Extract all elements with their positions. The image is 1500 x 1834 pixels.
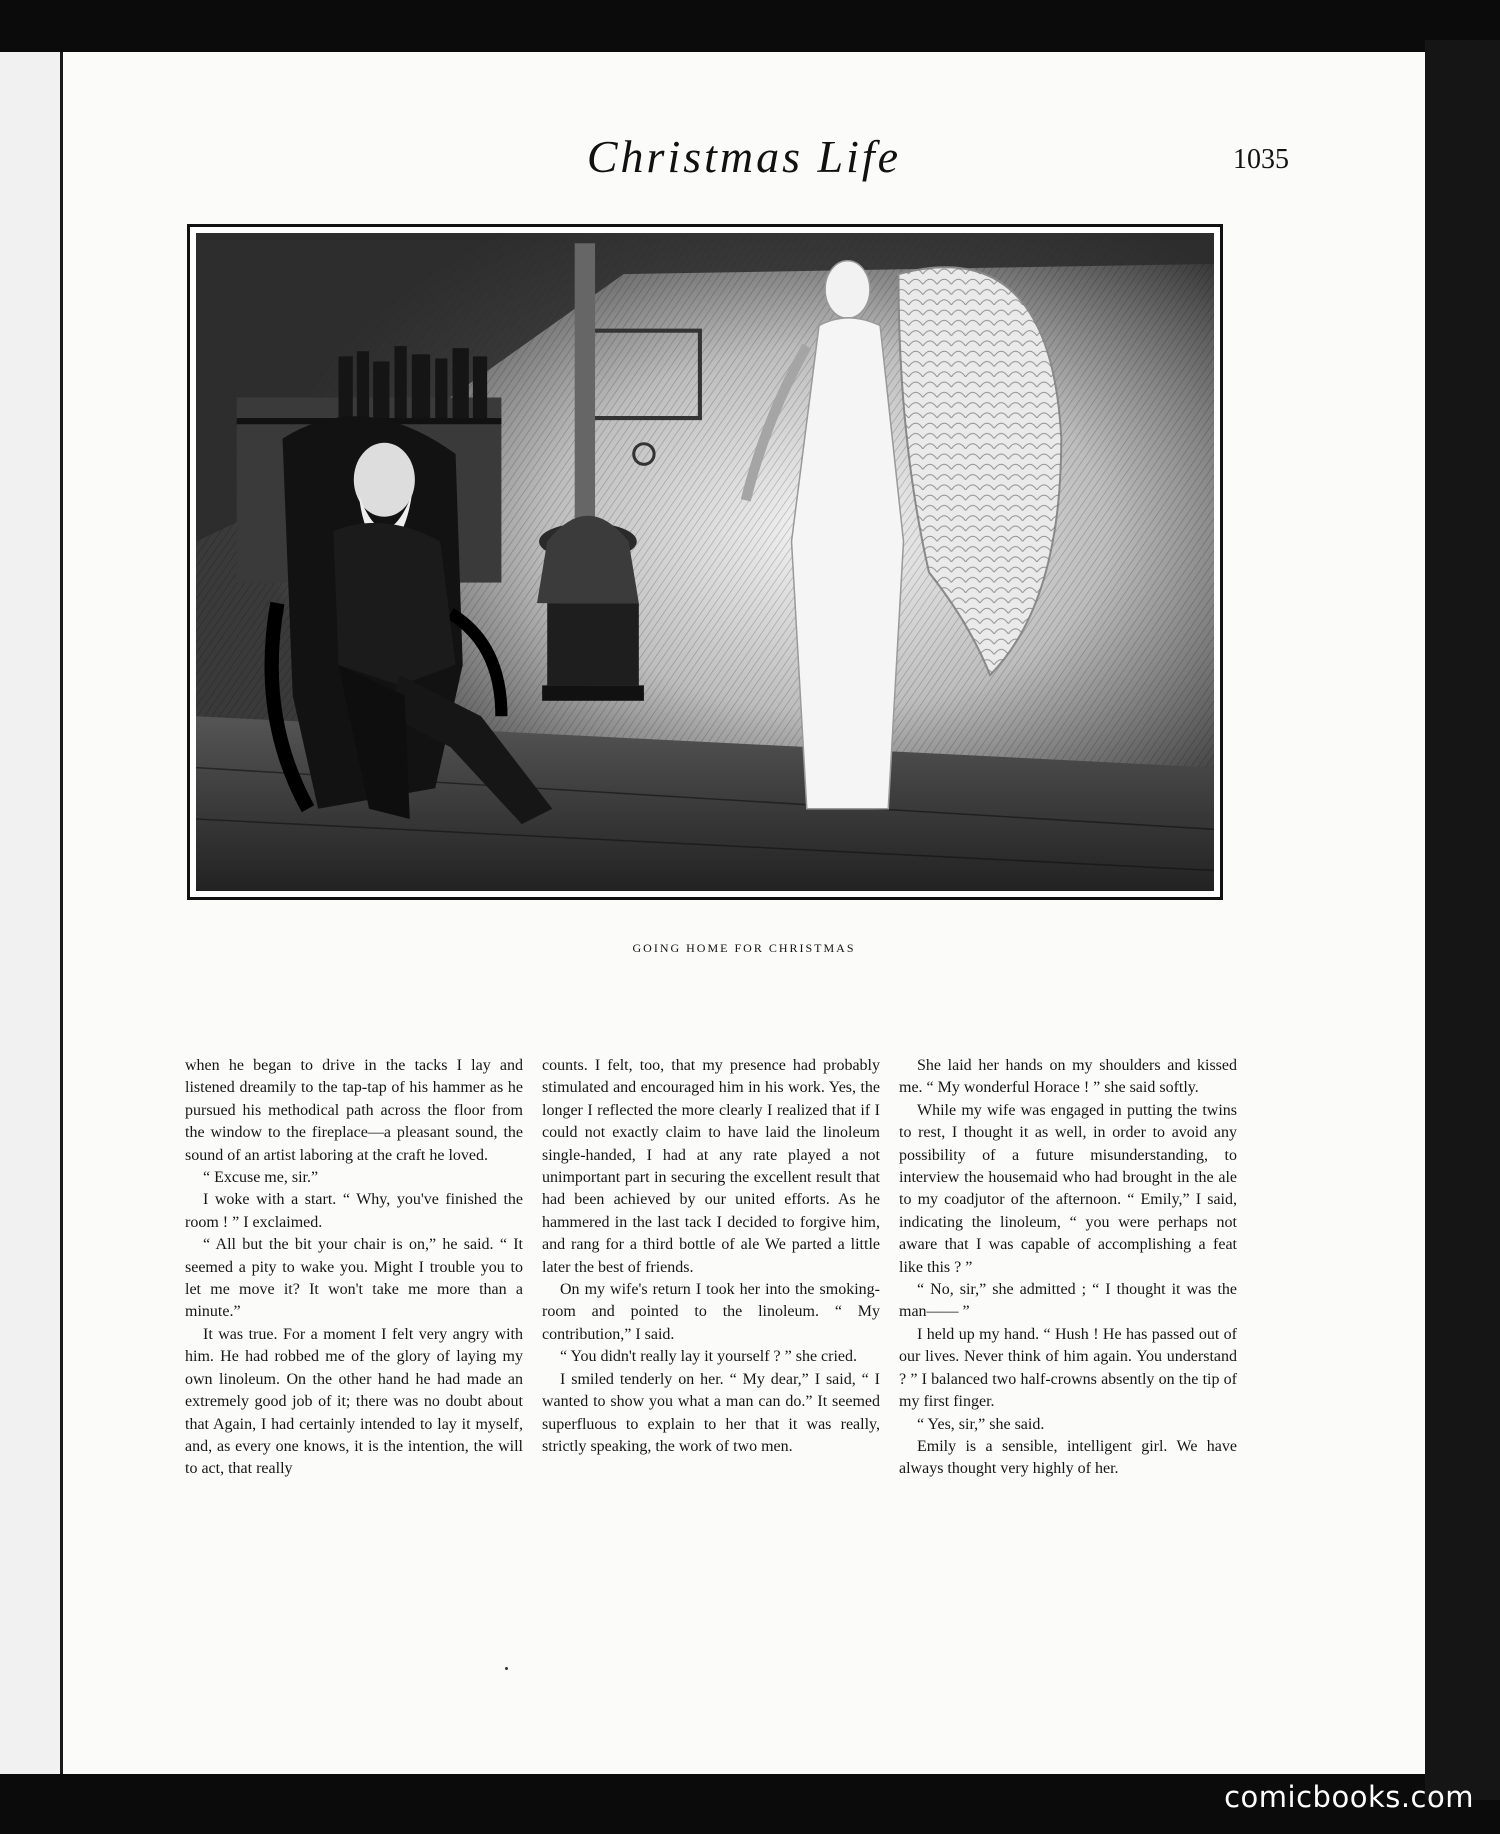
page-header-title: Christmas Life [586, 131, 902, 182]
paragraph: “ You didn't really lay it yourself ? ” she cried. [560, 1348, 858, 1366]
article-body [185, 1055, 1299, 1615]
page-number: 1035 [1233, 144, 1289, 175]
paragraph: I woke with a start. “ Why, you've finished the room ! ” I exclaimed. [185, 1191, 523, 1231]
paragraph: when he began to drive in the tacks I lay and listened dreamily to the tap-tap of his hammer as he pursued his methodical path across the floor from the window to the fireplace—a pleasant sound, the sound of an artist laboring at the craft he loved. [185, 1057, 523, 1164]
paragraph: counts. I felt, too, that my presence had probably stimulated and encouraged him in his work. Yes, the longer I reflected the more clearly I realized that if I could not exactly claim to have laid the linoleum single-handed, I had at any rate played a not unimportant part in securing the excellent result that had been achieved by our united efforts. As he hammered in the last tack I decided to forgive him, and rang for a third bottle of ale We parted a little later the best of friends. [542, 1057, 880, 1276]
paragraph: I held up my hand. “ Hush ! He has passed out of our lives. Never think of him again. You understand ? ” I balanced two half-crowns absently on the tip of my first finger. [899, 1325, 1237, 1411]
text-column-3 [899, 1055, 1237, 1481]
paragraph: She laid her hands on my shoulders and kissed me. “ My wonderful Horace ! ” she said softly. [899, 1057, 1237, 1097]
binding-spine [0, 52, 63, 1774]
magazine-page [63, 52, 1425, 1774]
paragraph: “ No, sir,” she admitted ; “ I thought it was the man—— ” [899, 1281, 1237, 1321]
print-speck [505, 1667, 508, 1670]
paragraph: I smiled tenderly on her. “ My dear,” I said, “ I wanted to show you what a man can do.” It seemed superfluous to explain to her that it was really, strictly speaking, the work of two men. [542, 1370, 880, 1455]
paragraph: “ All but the bit your chair is on,” he said. “ It seemed a pity to wake you. Might I trouble you to let me move it? It won't take me more than a minute.” [185, 1236, 523, 1321]
site-watermark: comicbooks.com [1224, 1780, 1474, 1814]
illustration-drawing [196, 233, 1214, 891]
paragraph: On my wife's return I took her into the smoking-room and pointed to the linoleum. “ My contribution,” I said. [542, 1281, 880, 1343]
paragraph: “ Excuse me, sir.” [203, 1169, 319, 1187]
paragraph: It was true. For a moment I felt very angry with him. He had robbed me of the glory of laying my own linoleum. On the other hand he had made an extremely good job of it; there was no doubt about that Again, I had certainly intended to lay it myself, and, as every one knows, it is the intention, the will to act, that really [185, 1325, 523, 1478]
paragraph: “ Yes, sir,” she said. [917, 1415, 1045, 1433]
illustration-caption: GOING HOME FOR CHRISTMAS [632, 941, 856, 955]
scan-background [0, 0, 1500, 52]
text-column-2 [542, 1055, 880, 1458]
text-column-1 [185, 1055, 523, 1481]
illustration-frame [187, 224, 1223, 900]
paragraph: Emily is a sensible, intelligent girl. We have always thought very highly of her. [899, 1437, 1237, 1478]
scan-edge [1425, 40, 1500, 1800]
paragraph: While my wife was engaged in putting the twins to rest, I thought it as well, in order to avoid any possibility of a future misunderstanding, to interview the housemaid who had brought in the ale to my coadjutor of the afternoon. “ Emily,” I said, indicating the linoleum, “ you were perhaps not aware that I was capable of accomplishing a feat like this ? ” [899, 1101, 1237, 1276]
